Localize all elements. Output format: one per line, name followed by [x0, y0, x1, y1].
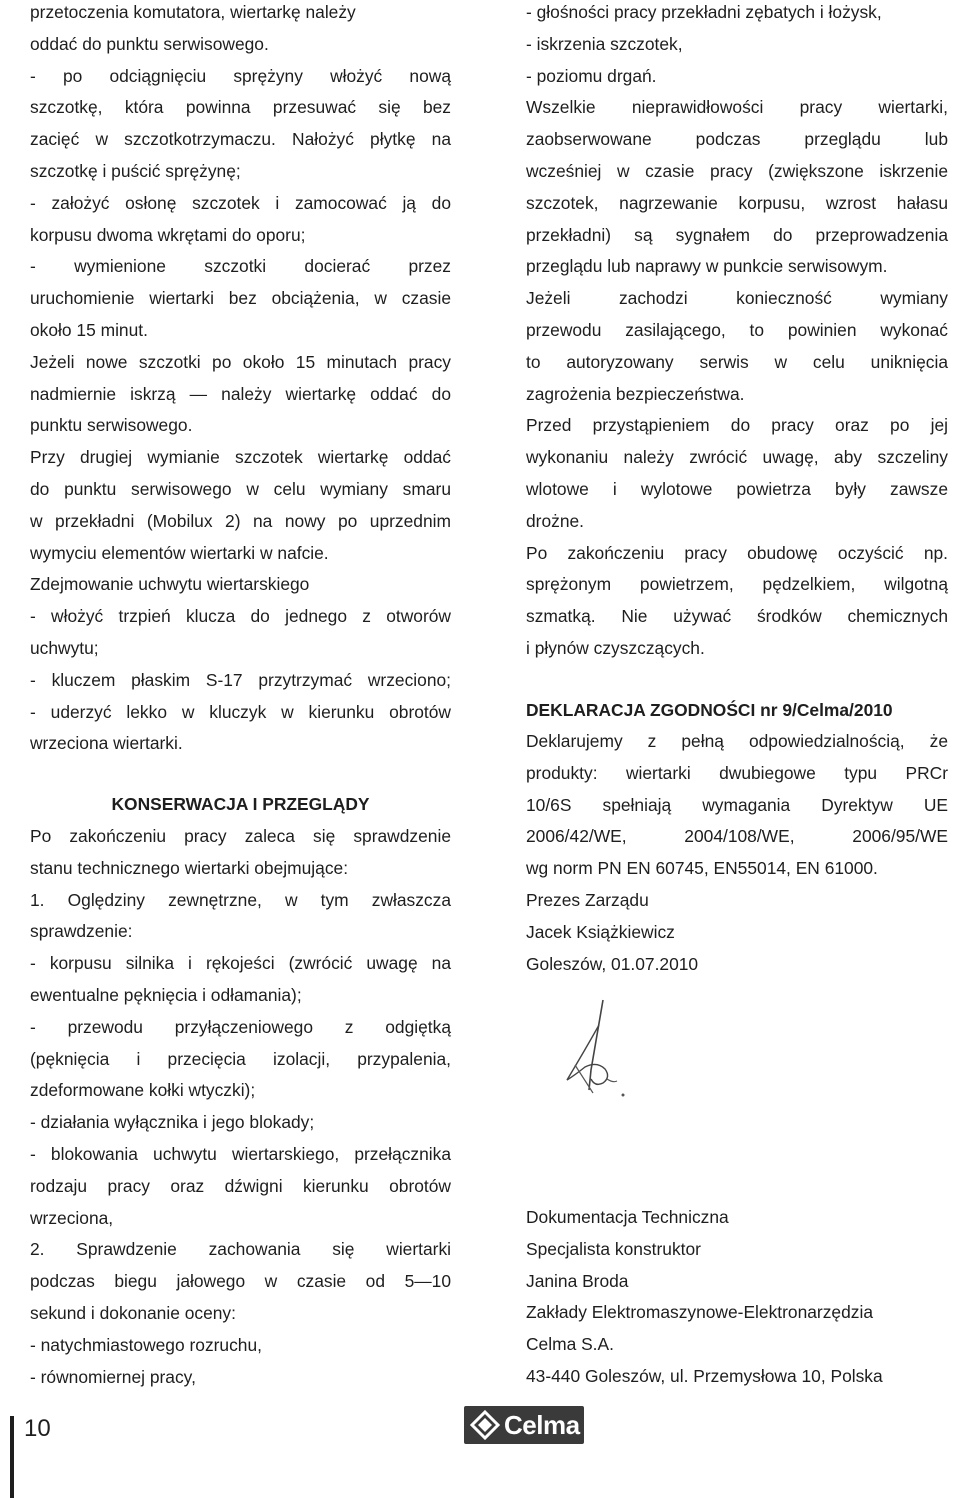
text-line: Jeżeli nowe szczotki po około 15 minutach pracy: [30, 351, 451, 372]
text-line: szczotkę i puścić sprężynę;: [30, 161, 241, 181]
text-line: zaobserwowane podczas przeglądu lub: [526, 129, 948, 150]
text-line: to autoryzowany serwis w celu uniknięcia: [526, 351, 948, 372]
text-line: szczotek, nagrzewanie korpusu, wzrost hałasu: [526, 192, 948, 213]
text-line: - uderzyć lekko w kluczyk w kierunku obrotów: [30, 701, 451, 722]
text-line: - natychmiastowego rozruchu,: [30, 1334, 262, 1355]
text-line: i płynów czyszczących.: [526, 638, 705, 658]
text-line: szczotkę, która powinna przesuwać się bez: [30, 97, 451, 118]
text-line: - iskrzenia szczotek,: [526, 33, 683, 54]
text-line: - wymienione szczotki docierać przez: [30, 256, 451, 277]
text-line: 43-440 Goleszów, ul. Przemysłowa 10, Polska: [526, 1366, 883, 1386]
text-line: Po zakończeniu pracy zaleca się sprawdzenie: [30, 826, 451, 846]
text-line: wlotowe i wylotowe powietrza były zawsze: [526, 479, 948, 499]
text-line: Janina Broda: [526, 1270, 629, 1291]
text-line: wcześniej w czasie pracy (zwiększone iskrzenie: [526, 161, 948, 181]
celma-diamond-icon: [470, 1410, 500, 1440]
text-line: zdeformowane kołki wtyczki);: [30, 1080, 256, 1101]
text-line: Zdejmowanie uchwytu wiertarskiego: [30, 574, 310, 595]
text-line: - głośności pracy przekładni zębatych i łożysk,: [526, 2, 882, 22]
text-line: - kluczem płaskim S-17 przytrzymać wrzeciono;: [30, 669, 451, 690]
text-line: 10/6S spełniają wymagania Dyrektyw UE: [526, 794, 948, 815]
text-line: wykonaniu należy zwrócić uwagę, aby szczeliny: [526, 447, 948, 468]
text-line: produkty: wiertarki dwubiegowe typu PRCr: [526, 762, 948, 783]
text-line: uchwytu;: [30, 638, 99, 658]
text-line: - blokowania uchwytu wiertarskiego, przełącznika: [30, 1144, 451, 1164]
text-line: nadmiernie iskrzą — należy wiertarkę oddać do: [30, 383, 451, 404]
text-line: - poziomu drgań.: [526, 65, 657, 86]
text-line: - włożyć trzpień klucza do jednego z otworów: [30, 606, 451, 627]
text-line: Prezes Zarządu: [526, 890, 649, 910]
text-line: podczas biegu jałowego w czasie od 5—10: [30, 1271, 451, 1292]
text-line: przekładni) są sygnałem do przeprowadzenia: [526, 224, 948, 245]
text-line: Po zakończeniu pracy obudowę oczyścić np.: [526, 542, 948, 563]
text-line: (pęknięcia i przecięcia izolacji, przypalenia,: [30, 1048, 451, 1069]
celma-logo: [464, 1406, 584, 1444]
text-line: wymyciu elementów wiertarki w nafcie.: [30, 542, 329, 563]
text-line: Jacek Książkiewicz: [526, 921, 675, 942]
text-line: - działania wyłącznika i jego blokady;: [30, 1112, 315, 1133]
text-line: do punktu serwisowego w celu wymiany smaru: [30, 479, 451, 499]
text-line: ewentualne pęknięcia i odłamania);: [30, 985, 302, 1005]
text-line: Przy drugiej wymianie szczotek wiertarkę oddać: [30, 447, 451, 468]
text-line: 2. Sprawdzenie zachowania się wiertarki: [30, 1239, 451, 1260]
text-line: Goleszów, 01.07.2010: [526, 953, 699, 974]
text-line: Dokumentacja Techniczna: [526, 1207, 729, 1227]
section-heading: DEKLARACJA ZGODNOŚCI nr 9/Celma/2010: [526, 700, 893, 720]
logo-text: Celma: [504, 1409, 580, 1440]
text-line: korpusu dwoma wkrętami do oporu;: [30, 224, 306, 245]
text-line: drożne.: [526, 510, 585, 531]
text-line: punktu serwisowego.: [30, 415, 193, 436]
text-line: Specjalista konstruktor: [526, 1238, 701, 1259]
text-line: Zakłady Elektromaszynowe-Elektronarzędzia: [526, 1302, 873, 1323]
text-line: około 15 minut.: [30, 320, 148, 340]
text-line: sprawdzenie:: [30, 921, 133, 942]
text-line: wrzeciona wiertarki.: [30, 733, 183, 754]
text-line: zagrożenia bezpieczeństwa.: [526, 383, 745, 404]
text-line: - przewodu przyłączeniowego z odgiętką: [30, 1016, 451, 1037]
text-line: stanu technicznego wiertarki obejmujące:: [30, 857, 349, 878]
page-number: 10: [24, 1415, 51, 1442]
text-line: uruchomienie wiertarki bez obciążenia, w czasie: [30, 288, 451, 309]
text-line: Celma S.A.: [526, 1334, 614, 1355]
text-line: rodzaju pracy oraz dźwigni kierunku obrotów: [30, 1175, 451, 1196]
text-line: - korpusu silnika i rękojeści (zwrócić uwagę na: [30, 953, 451, 974]
text-line: Deklarujemy z pełną odpowiedzialnością, że: [526, 731, 948, 751]
text-line: w przekładni (Mobilux 2) na nowy po uprzednim: [30, 510, 451, 531]
text-line: zacięć w szczotkotrzymaczu. Nałożyć płytkę na: [30, 129, 451, 150]
text-line: wg norm PN EN 60745, EN55014, EN 61000.: [526, 858, 878, 879]
section-heading: KONSERWACJA I PRZEGLĄDY: [111, 794, 370, 814]
text-line: 1. Oględziny zewnętrzne, w tym zwłaszcza: [30, 889, 451, 910]
text-line: sekund i dokonanie oceny:: [30, 1303, 236, 1323]
text-line: oddać do punktu serwisowego.: [30, 33, 269, 54]
text-line: przeglądu lub naprawy w punkcie serwisowym.: [526, 256, 888, 277]
signature: [545, 995, 635, 1110]
text-line: Przed przystąpieniem do pracy oraz po jej: [526, 415, 948, 436]
text-line: - założyć osłonę szczotek i zamocować ją do: [30, 192, 451, 213]
text-line: przetoczenia komutatora, wiertarkę należy: [30, 2, 356, 22]
text-line: przewodu zasilającego, to powinien wykonać: [526, 320, 948, 340]
text-line: sprężonym powietrzem, pędzelkiem, wilgotną: [526, 574, 948, 595]
text-line: 2006/42/WE, 2004/108/WE, 2006/95/WE: [526, 826, 948, 847]
text-line: Jeżeli zachodzi konieczność wymiany: [526, 288, 948, 309]
footer-bar: [10, 1416, 14, 1498]
text-line: szmatką. Nie używać środków chemicznych: [526, 606, 948, 627]
text-line: - po odciągnięciu sprężyny włożyć nową: [30, 65, 451, 86]
text-line: wrzeciona,: [30, 1207, 114, 1228]
text-line: - równomiernej pracy,: [30, 1366, 196, 1387]
text-line: Wszelkie nieprawidłowości pracy wiertarki,: [526, 97, 948, 118]
